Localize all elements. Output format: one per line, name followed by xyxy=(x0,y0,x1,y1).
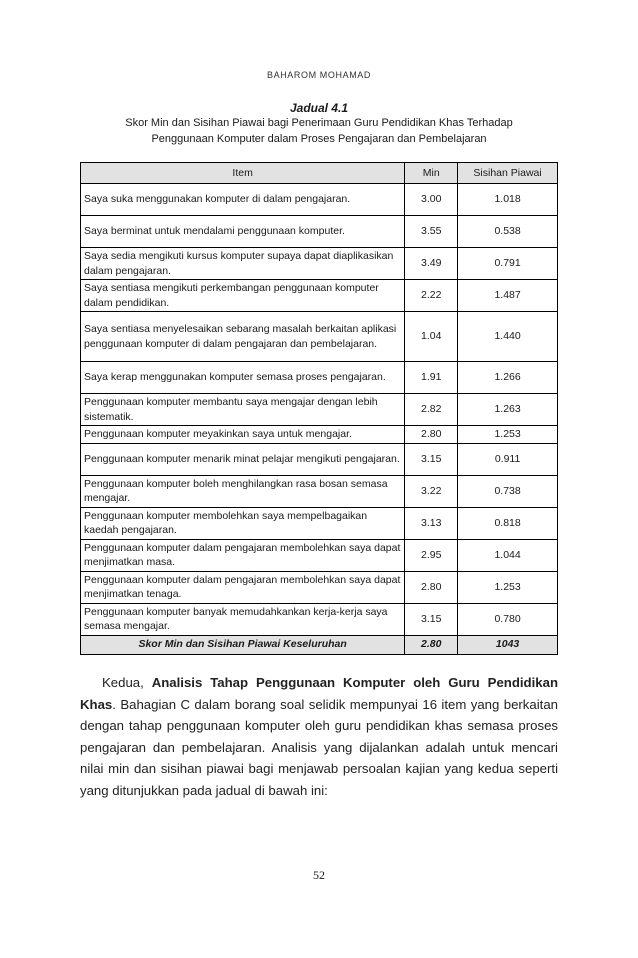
min-value: 1.04 xyxy=(405,312,458,362)
total-label: Skor Min dan Sisihan Piawai Keseluruhan xyxy=(81,635,405,654)
total-sd: 1043 xyxy=(458,635,558,654)
item-text: Penggunaan komputer dalam pengajaran membolehkan saya dapat menjimatkan tenaga. xyxy=(81,571,405,603)
table-row xyxy=(81,216,558,248)
item-text: Penggunaan komputer membolehkan saya mempelbagaikan kaedah pengajaran. xyxy=(81,507,405,539)
min-value: 1.91 xyxy=(405,362,458,394)
item-text: Saya sedia mengikuti kursus komputer supaya dapat diaplikasikan dalam pengajaran. xyxy=(81,248,405,280)
sd-value: 0.538 xyxy=(458,216,558,248)
column-header-item: Item xyxy=(81,163,405,184)
paragraph-lead: Kedua, xyxy=(102,675,152,690)
table-number: Jadual 4.1 xyxy=(289,101,349,115)
total-min: 2.80 xyxy=(405,635,458,654)
sd-value: 1.253 xyxy=(458,571,558,603)
min-value: 3.49 xyxy=(405,248,458,280)
paragraph-bold-heading: Analisis Tahap Penggunaan Komputer oleh Guru Pendidikan Khas xyxy=(80,675,558,712)
item-text: Saya suka menggunakan komputer di dalam pengajaran. xyxy=(81,184,405,216)
table-caption xyxy=(80,101,558,147)
sd-value: 0.911 xyxy=(458,443,558,475)
sd-value: 1.263 xyxy=(458,394,558,426)
table-row xyxy=(81,603,558,635)
table-title-line-1: Skor Min dan Sisihan Piawai bagi Penerimaan Guru Pendidikan Khas Terhadap xyxy=(125,117,513,129)
sd-value: 1.440 xyxy=(458,312,558,362)
min-value: 2.80 xyxy=(405,571,458,603)
data-table xyxy=(80,162,558,655)
table-row xyxy=(81,571,558,603)
table-row xyxy=(81,443,558,475)
item-text: Saya kerap menggunakan komputer semasa proses pengajaran. xyxy=(81,362,405,394)
sd-value: 0.818 xyxy=(458,507,558,539)
sd-value: 1.266 xyxy=(458,362,558,394)
min-value: 2.95 xyxy=(405,539,458,571)
sd-value: 1.253 xyxy=(458,426,558,444)
total-row xyxy=(81,635,558,654)
running-header: BAHAROM MOHAMAD xyxy=(266,70,371,80)
sd-value: 1.044 xyxy=(458,539,558,571)
table-row xyxy=(81,184,558,216)
min-value: 3.55 xyxy=(405,216,458,248)
column-header-sd: Sisihan Piawai xyxy=(458,163,558,184)
sd-value: 0.791 xyxy=(458,248,558,280)
sd-value: 0.780 xyxy=(458,603,558,635)
item-text: Saya berminat untuk mendalami penggunaan komputer. xyxy=(81,216,405,248)
min-value: 3.00 xyxy=(405,184,458,216)
min-value: 2.22 xyxy=(405,280,458,312)
table-header-row xyxy=(81,163,558,184)
table-row xyxy=(81,362,558,394)
item-text: Penggunaan komputer membantu saya mengajar dengan lebih sistematik. xyxy=(81,394,405,426)
table-title-line-2: Penggunaan Komputer dalam Proses Pengajaran dan Pembelajaran xyxy=(151,133,487,145)
table-row xyxy=(81,507,558,539)
column-header-min: Min xyxy=(405,163,458,184)
min-value: 3.22 xyxy=(405,475,458,507)
item-text: Saya sentiasa menyelesaikan sebarang masalah berkaitan aplikasi penggunaan komputer di dalam pengajaran dan pembelajaran. xyxy=(81,312,405,362)
item-text: Penggunaan komputer dalam pengajaran membolehkan saya dapat menjimatkan masa. xyxy=(81,539,405,571)
sd-value: 1.487 xyxy=(458,280,558,312)
body-paragraph xyxy=(80,672,558,801)
sd-value: 0.738 xyxy=(458,475,558,507)
table-row xyxy=(81,394,558,426)
paragraph-text: . Bahagian C dalam borang soal selidik mempunyai 16 item yang berkaitan dengan tahap penggunaan komputer oleh guru pendidikan khas semasa proses pengajaran dan pembelajaran. Analisis yang dijalankan adalah untuk mencari nilai min dan sisihan piawai bagi menjawab persoalan kajian yang kedua seperti yang ditunjukkan pada jadual di bawah ini: xyxy=(80,696,558,798)
table-row xyxy=(81,248,558,280)
table-row xyxy=(81,280,558,312)
table-row xyxy=(81,426,558,444)
page-number: 52 xyxy=(313,868,325,882)
min-value: 2.80 xyxy=(405,426,458,444)
table-row xyxy=(81,475,558,507)
table-row xyxy=(81,539,558,571)
item-text: Penggunaan komputer boleh menghilangkan rasa bosan semasa mengajar. xyxy=(81,475,405,507)
item-text: Penggunaan komputer meyakinkan saya untuk mengajar. xyxy=(81,426,405,444)
item-text: Penggunaan komputer banyak memudahkankan kerja-kerja saya semasa mengajar. xyxy=(81,603,405,635)
min-value: 3.15 xyxy=(405,443,458,475)
min-value: 3.15 xyxy=(405,603,458,635)
item-text: Penggunaan komputer menarik minat pelajar mengikuti pengajaran. xyxy=(81,443,405,475)
table-row xyxy=(81,312,558,362)
sd-value: 1.018 xyxy=(458,184,558,216)
item-text: Saya sentiasa mengikuti perkembangan penggunaan komputer dalam pendidikan. xyxy=(81,280,405,312)
min-value: 3.13 xyxy=(405,507,458,539)
min-value: 2.82 xyxy=(405,394,458,426)
